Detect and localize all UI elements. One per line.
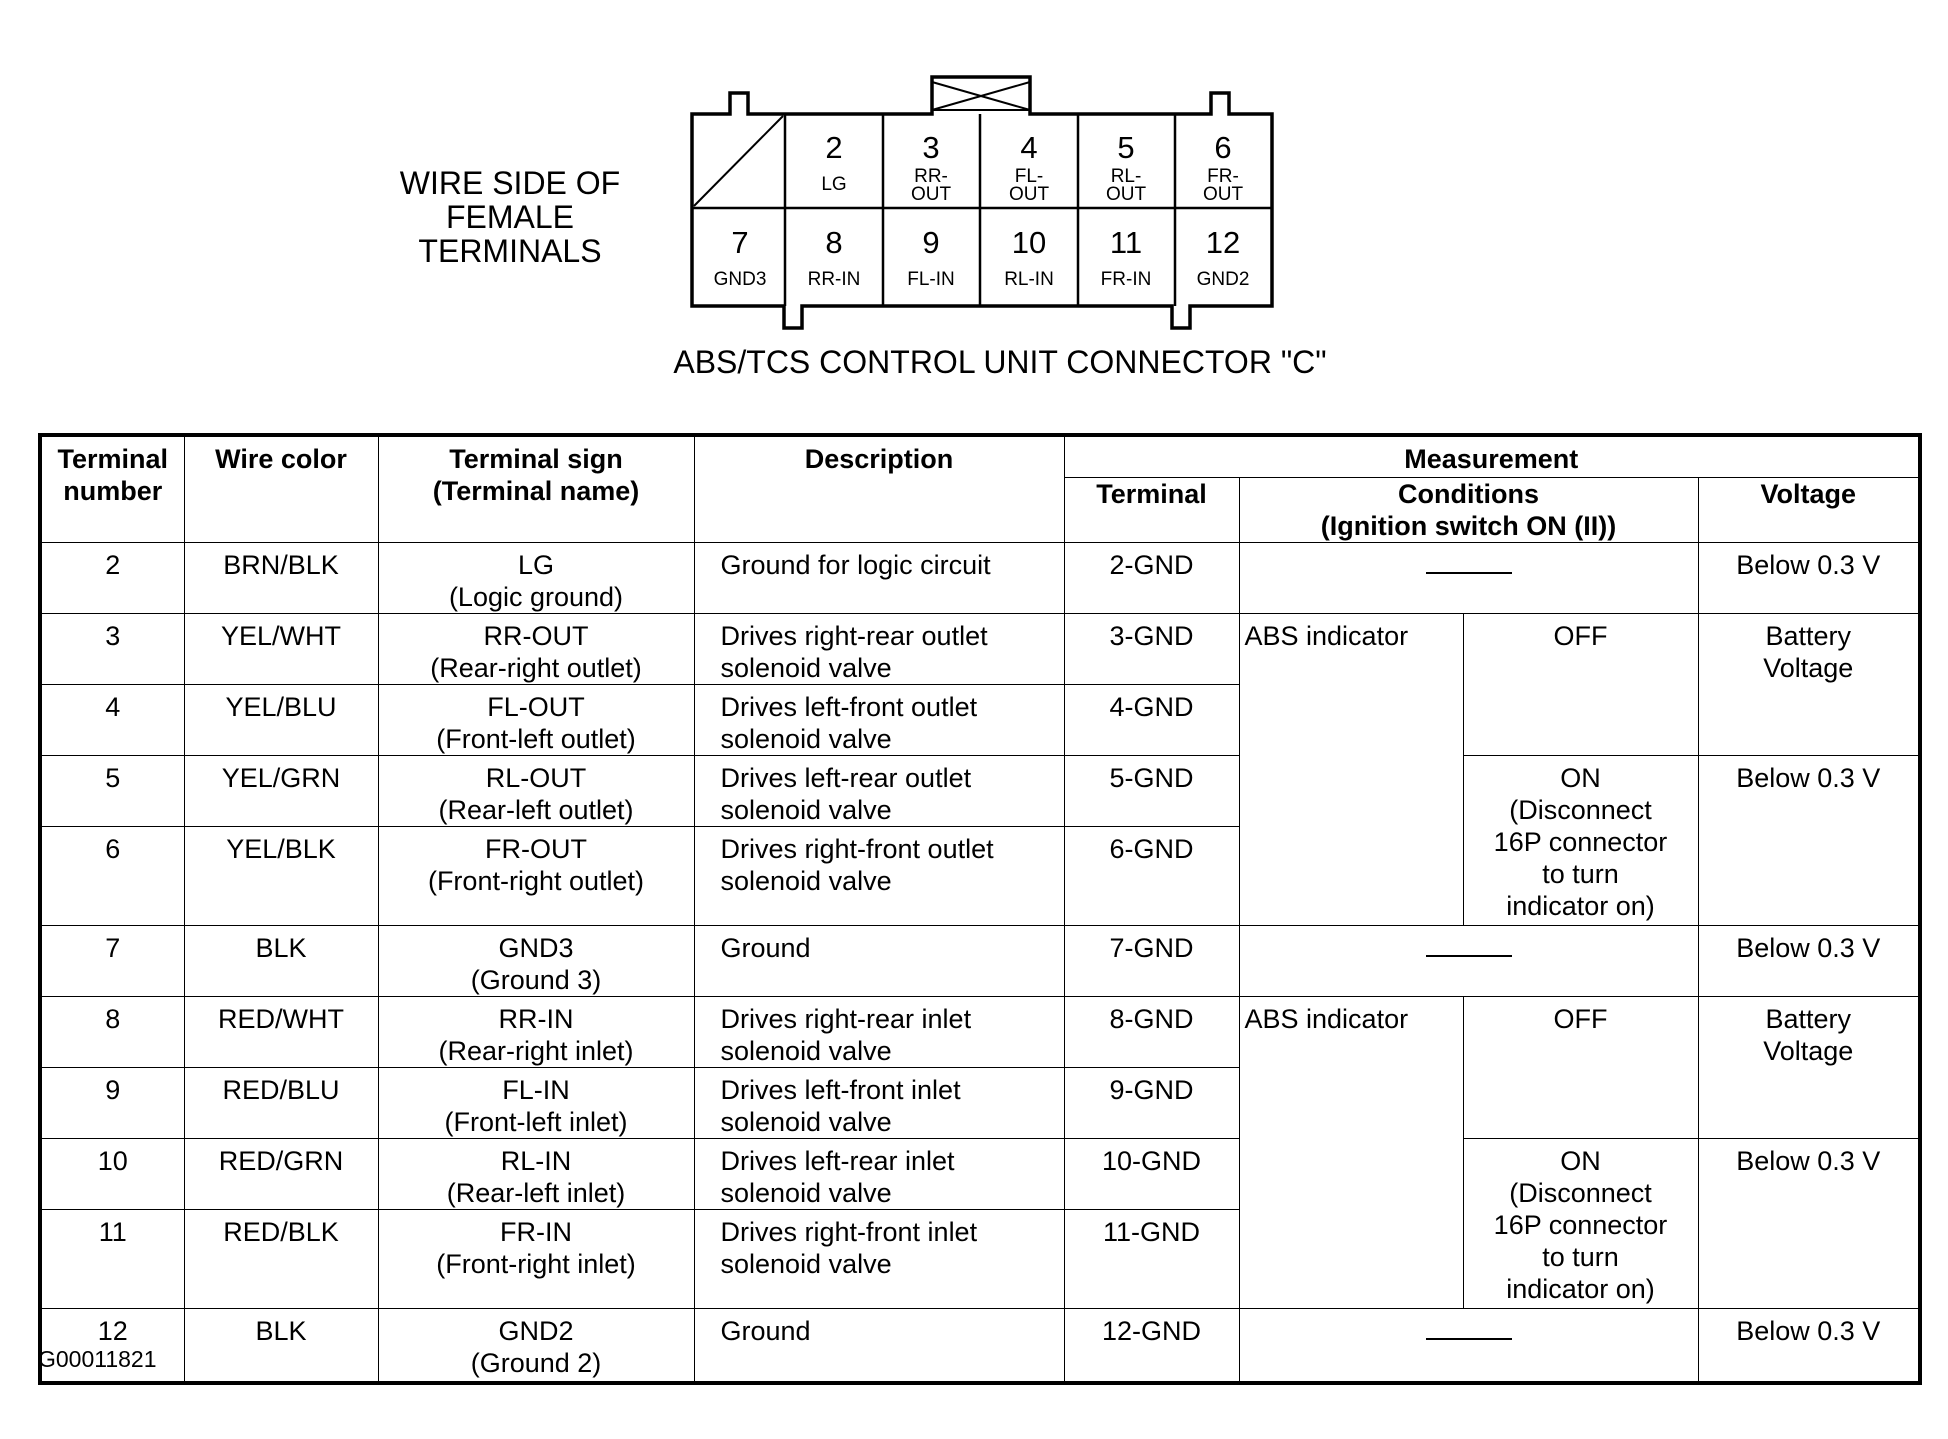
dash-line [1426, 572, 1512, 574]
cell-wire-color: RED/BLU [184, 1068, 378, 1139]
blank-cavity-diagonal [694, 116, 783, 206]
cell-terminal-number: 10 [40, 1139, 184, 1210]
cell-terminal-number: 11 [40, 1210, 184, 1309]
wire-side-label-line: FEMALE [445, 199, 575, 235]
pin-number: 3 [922, 130, 940, 165]
cell-measure-terminal: 11-GND [1064, 1210, 1239, 1309]
cell-description: Drives left-rear outlet solenoid valve [694, 756, 1064, 827]
cell-measure-terminal: 6-GND [1064, 827, 1239, 926]
cell-measure-terminal: 8-GND [1064, 997, 1239, 1068]
connector-housing [692, 77, 1272, 328]
terminal-table [38, 433, 1922, 1385]
pin-number: 7 [731, 225, 749, 260]
cell-condition-off: OFF [1463, 614, 1698, 756]
cell-description: Drives left-rear inlet solenoid valve [694, 1139, 1064, 1210]
cell-condition-none [1239, 926, 1698, 997]
header-measurement: Measurement [1064, 435, 1920, 478]
pin-number: 8 [825, 225, 843, 260]
dash-line [1426, 1338, 1512, 1340]
cell-description: Drives right-rear outlet solenoid valve [694, 614, 1064, 685]
pin-signal: GND2 [1196, 269, 1250, 290]
cell-measure-terminal: 2-GND [1064, 543, 1239, 614]
cell-measure-terminal: 10-GND [1064, 1139, 1239, 1210]
cell-terminal-sign: GND2 (Ground 2) [378, 1309, 694, 1384]
wire-side-label-line: WIRE SIDE OF [399, 165, 621, 201]
cell-terminal-sign: RR-OUT (Rear-right outlet) [378, 614, 694, 685]
header-terminal-number: Terminal number [40, 435, 184, 543]
cell-wire-color: BRN/BLK [184, 543, 378, 614]
cell-voltage-battery: Battery Voltage [1698, 997, 1920, 1139]
cell-condition-none [1239, 543, 1698, 614]
cell-wire-color: YEL/BLU [184, 685, 378, 756]
cell-terminal-sign: FR-IN (Front-right inlet) [378, 1210, 694, 1309]
cell-terminal-sign: LG (Logic ground) [378, 543, 694, 614]
cell-terminal-number: 3 [40, 614, 184, 685]
cell-description: Drives right-front inlet solenoid valve [694, 1210, 1064, 1309]
cell-description: Ground for logic circuit [694, 543, 1064, 614]
cell-terminal-sign: FL-OUT (Front-left outlet) [378, 685, 694, 756]
cell-description: Drives left-front outlet solenoid valve [694, 685, 1064, 756]
cell-abs-indicator: ABS indicator [1239, 997, 1463, 1309]
pin-signal: OUT [1202, 184, 1244, 205]
cell-description: Ground [694, 926, 1064, 997]
cell-wire-color: RED/GRN [184, 1139, 378, 1210]
cell-wire-color: YEL/BLK [184, 827, 378, 926]
cell-wire-color: RED/BLK [184, 1210, 378, 1309]
cell-description: Drives right-front outlet solenoid valve [694, 827, 1064, 926]
cell-terminal-number: 4 [40, 685, 184, 756]
pin-number: 4 [1020, 130, 1038, 165]
cell-measure-terminal: 4-GND [1064, 685, 1239, 756]
pin-signal: OUT [1008, 184, 1050, 205]
pin-signal: RR-IN [807, 269, 861, 290]
pin-number: 10 [1011, 225, 1047, 260]
cell-condition-on: ON (Disconnect 16P connector to turn indicator on) [1463, 1139, 1698, 1309]
table-row [40, 1309, 1920, 1384]
cell-voltage-battery: Battery Voltage [1698, 614, 1920, 756]
cell-wire-color: RED/WHT [184, 997, 378, 1068]
table-row [40, 614, 1920, 685]
cell-voltage: Below 0.3 V [1698, 926, 1920, 997]
header-terminal: Terminal [1064, 478, 1239, 543]
cell-description: Drives right-rear inlet solenoid valve [694, 997, 1064, 1068]
header-wire-color: Wire color [184, 435, 378, 543]
cell-voltage: Below 0.3 V [1698, 756, 1920, 926]
pin-number: 12 [1205, 225, 1241, 260]
dash-line [1426, 955, 1512, 957]
cell-condition-on: ON (Disconnect 16P connector to turn indicator on) [1463, 756, 1698, 926]
table-row [40, 926, 1920, 997]
connector-caption: ABS/TCS CONTROL UNIT CONNECTOR "C" [673, 344, 1327, 380]
cell-measure-terminal: 3-GND [1064, 614, 1239, 685]
cell-terminal-sign: RL-OUT (Rear-left outlet) [378, 756, 694, 827]
pin-signal: GND3 [713, 269, 767, 290]
cell-measure-terminal: 5-GND [1064, 756, 1239, 827]
pin-number: 6 [1214, 130, 1232, 165]
pin-signal: FR-IN [1100, 269, 1152, 290]
pin-number: 9 [922, 225, 940, 260]
cell-voltage: Below 0.3 V [1698, 543, 1920, 614]
pin-number: 11 [1109, 225, 1143, 260]
cell-terminal-number: 5 [40, 756, 184, 827]
cell-description: Drives left-front inlet solenoid valve [694, 1068, 1064, 1139]
pin-signal: OUT [1105, 184, 1147, 205]
cell-terminal-number: 6 [40, 827, 184, 926]
cell-terminal-number: 7 [40, 926, 184, 997]
header-voltage: Voltage [1698, 478, 1920, 543]
header-conditions: Conditions (Ignition switch ON (II)) [1239, 478, 1698, 543]
table-row [40, 543, 1920, 614]
table-row [40, 756, 1920, 827]
cell-voltage: Below 0.3 V [1698, 1309, 1920, 1384]
cell-abs-indicator: ABS indicator [1239, 614, 1463, 926]
header-terminal-sign: Terminal sign (Terminal name) [378, 435, 694, 543]
cell-terminal-number: 12 [40, 1309, 184, 1384]
cell-description: Ground [694, 1309, 1064, 1384]
cell-terminal-sign: FL-IN (Front-left inlet) [378, 1068, 694, 1139]
cell-terminal-sign: RL-IN (Rear-left inlet) [378, 1139, 694, 1210]
table-row [40, 1139, 1920, 1210]
cell-condition-off: OFF [1463, 997, 1698, 1139]
cell-terminal-number: 2 [40, 543, 184, 614]
pin-signal: RL-IN [1004, 269, 1054, 290]
figure-id: G00011821 [38, 1346, 157, 1372]
cell-terminal-number: 9 [40, 1068, 184, 1139]
cell-terminal-sign: FR-OUT (Front-right outlet) [378, 827, 694, 926]
pin-signal: RR- [914, 166, 948, 187]
cell-measure-terminal: 7-GND [1064, 926, 1239, 997]
cell-wire-color: YEL/WHT [184, 614, 378, 685]
cell-wire-color: BLK [184, 1309, 378, 1384]
cell-measure-terminal: 12-GND [1064, 1309, 1239, 1384]
pin-number: 2 [825, 130, 843, 165]
cell-voltage: Below 0.3 V [1698, 1139, 1920, 1309]
cell-measure-terminal: 9-GND [1064, 1068, 1239, 1139]
pin-signal: FL-IN [907, 269, 955, 290]
pin-signal: FR- [1207, 166, 1239, 187]
header-description: Description [694, 435, 1064, 543]
wire-side-label-line: TERMINALS [418, 233, 602, 269]
cell-condition-none [1239, 1309, 1698, 1384]
cell-wire-color: YEL/GRN [184, 756, 378, 827]
cell-wire-color: BLK [184, 926, 378, 997]
pin-signal: OUT [910, 184, 952, 205]
pin-signal: RL- [1110, 166, 1142, 187]
cell-terminal-sign: RR-IN (Rear-right inlet) [378, 997, 694, 1068]
pin-number: 5 [1117, 130, 1135, 165]
pin-signal: LG [821, 174, 847, 195]
table-row [40, 997, 1920, 1068]
pin-signal: FL- [1014, 166, 1044, 187]
cell-terminal-sign: GND3 (Ground 3) [378, 926, 694, 997]
cell-terminal-number: 8 [40, 997, 184, 1068]
